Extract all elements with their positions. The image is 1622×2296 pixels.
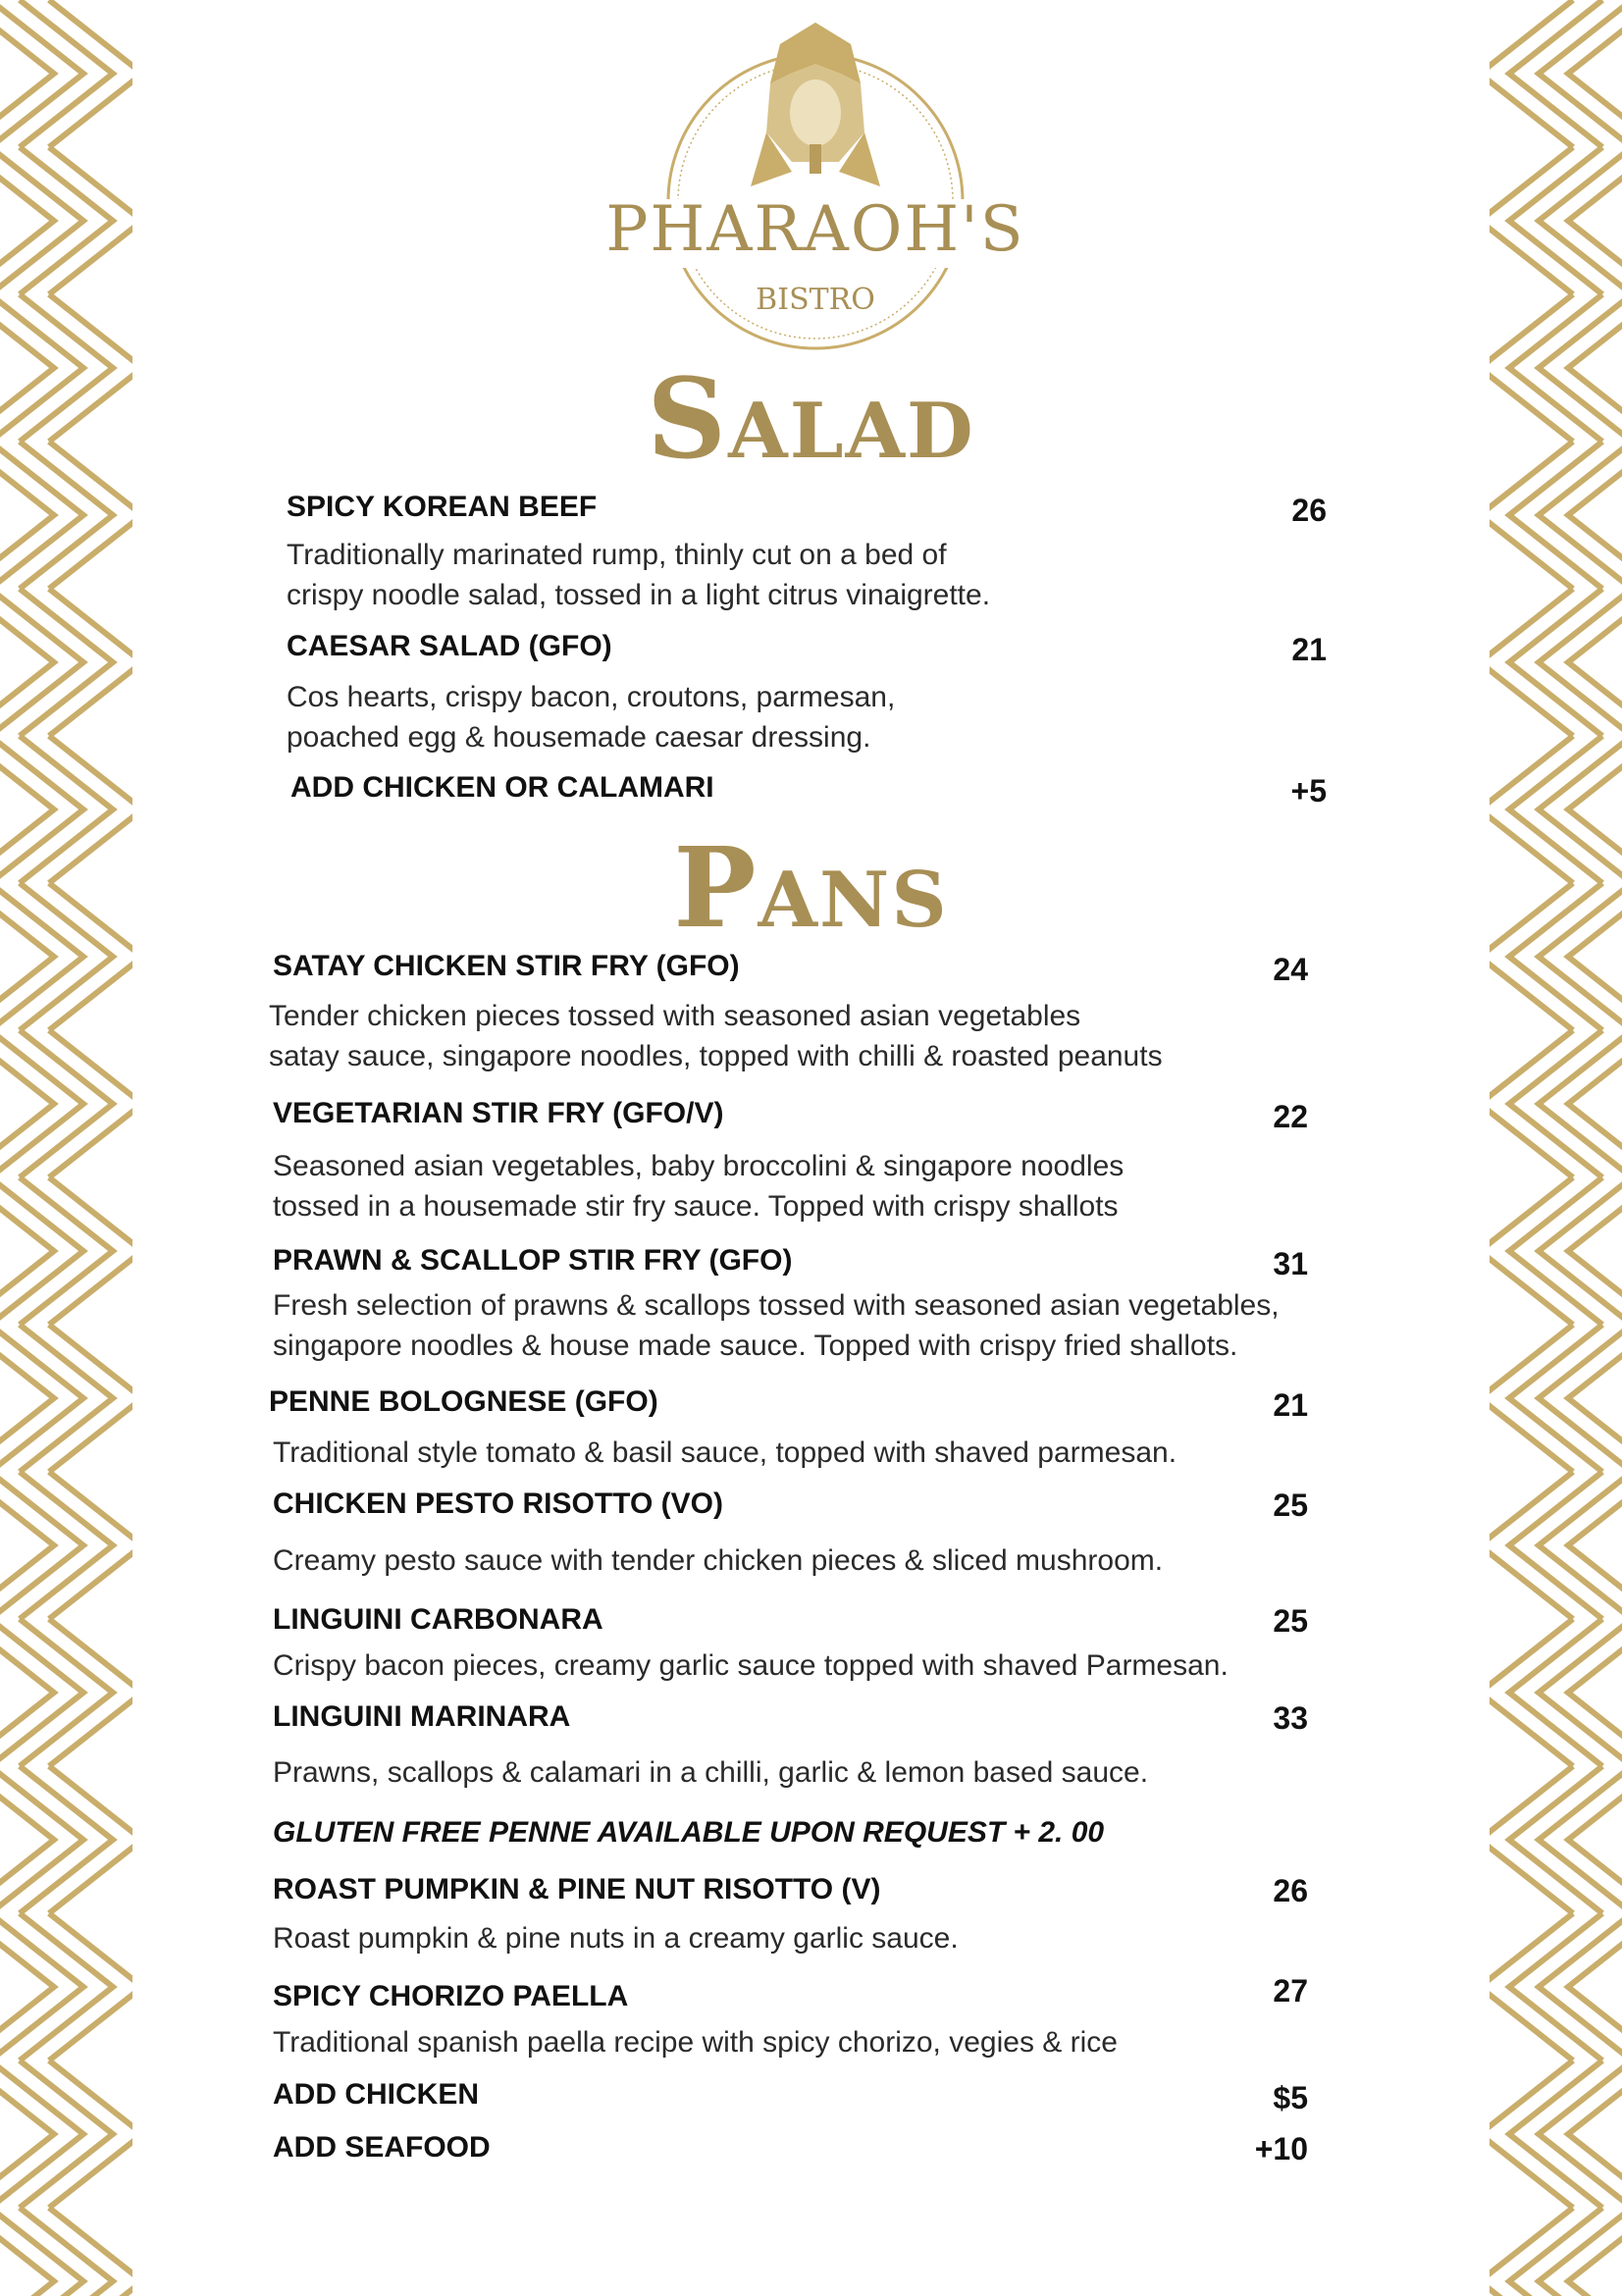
menu-item-price: +10 xyxy=(1254,2131,1308,2166)
menu-item-desc: Traditional spanish paella recipe with spicy chorizo, vegies & rice xyxy=(273,2026,1118,2059)
menu-item-name: LINGUINI MARINARA xyxy=(273,1700,571,1733)
menu-item-name: VEGETARIAN STIR FRY (GFO/V) xyxy=(273,1097,724,1129)
menu-item-desc: Tender chicken pieces tossed with seasoned asian vegetables satay sauce, singapore noodles, topped with chilli & roasted peanuts xyxy=(269,1000,1163,1072)
menu-item-name: ADD CHICKEN xyxy=(273,2078,479,2111)
menu-item-desc: Traditional style tomato & basil sauce, topped with shaved parmesan. xyxy=(273,1436,1177,1469)
pharaoh-head-icon xyxy=(751,23,880,186)
menu-item-desc: Seasoned asian vegetables, baby broccolini & singapore noodles tossed in a housemade stir fry sauce. Topped with crispy shallots xyxy=(273,1150,1125,1223)
menu-item-price: 21 xyxy=(1291,632,1327,667)
section-title-salad: Salad xyxy=(647,355,975,484)
menu-item-desc: Prawns, scallops & calamari in a chilli, garlic & lemon based sauce. xyxy=(273,1756,1149,1789)
menu-item-name: SATAY CHICKEN STIR FRY (GFO) xyxy=(273,950,740,982)
menu-item-desc: Crispy bacon pieces, creamy garlic sauce topped with shaved Parmesan. xyxy=(273,1649,1229,1682)
logo-subtitle: BISTRO xyxy=(756,283,875,317)
menu-item-name: ADD CHICKEN OR CALAMARI xyxy=(290,771,714,804)
menu-item-desc: Roast pumpkin & pine nuts in a creamy garlic sauce. xyxy=(273,1922,959,1955)
logo-name: PHARAOH'S xyxy=(605,193,1025,266)
menu-item-desc: Traditionally marinated rump, thinly cut on a bed of crispy noodle salad, tossed in a light citrus vinaigrette. xyxy=(287,539,991,611)
menu-item-price: 27 xyxy=(1273,1973,1308,2009)
menu-item-name: PRAWN & SCALLOP STIR FRY (GFO) xyxy=(273,1244,793,1277)
menu-item-price: 25 xyxy=(1273,1487,1308,1523)
chevron-border-left xyxy=(0,0,132,2296)
menu-item-name: ROAST PUMPKIN & PINE NUT RISOTTO (V) xyxy=(273,1873,881,1905)
chevron-border-right xyxy=(1490,0,1622,2296)
menu-item-price: 26 xyxy=(1273,1873,1308,1908)
menu-item-price: 31 xyxy=(1273,1246,1308,1281)
menu-item-desc: Creamy pesto sauce with tender chicken pieces & sliced mushroom. xyxy=(273,1544,1164,1577)
menu-item-price: +5 xyxy=(1290,773,1327,809)
menu-item-price: 26 xyxy=(1291,493,1327,528)
gluten-free-note: GLUTEN FREE PENNE AVAILABLE UPON REQUEST + 2. 00 xyxy=(273,1816,1105,1849)
menu-item-name: SPICY KOREAN BEEF xyxy=(287,491,598,523)
menu-item-name: LINGUINI CARBONARA xyxy=(273,1603,603,1636)
menu-item-price: $5 xyxy=(1273,2080,1308,2115)
menu-item-name: ADD SEAFOOD xyxy=(273,2131,491,2164)
restaurant-logo xyxy=(603,15,1035,368)
menu-item-price: 24 xyxy=(1273,952,1308,987)
menu-item-price: 33 xyxy=(1273,1700,1308,1736)
menu-item-name: CHICKEN PESTO RISOTTO (VO) xyxy=(273,1487,723,1520)
menu-item-name: CAESAR SALAD (GFO) xyxy=(287,630,612,662)
menu-item-desc: Cos hearts, crispy bacon, croutons, parmesan, poached egg & housemade caesar dressing. xyxy=(287,681,896,754)
menu-item-desc: Fresh selection of prawns & scallops tossed with seasoned asian vegetables, singapore noodles & house made sauce. Topped with crispy fried shallots. xyxy=(273,1289,1280,1362)
menu-item-price: 21 xyxy=(1273,1387,1308,1423)
section-title-pans: Pans xyxy=(673,824,949,953)
menu-item-price: 22 xyxy=(1273,1099,1308,1134)
menu-item-name: SPICY CHORIZO PAELLA xyxy=(273,1980,629,2012)
menu-item-price: 25 xyxy=(1273,1603,1308,1639)
menu-item-name: PENNE BOLOGNESE (GFO) xyxy=(269,1385,658,1418)
